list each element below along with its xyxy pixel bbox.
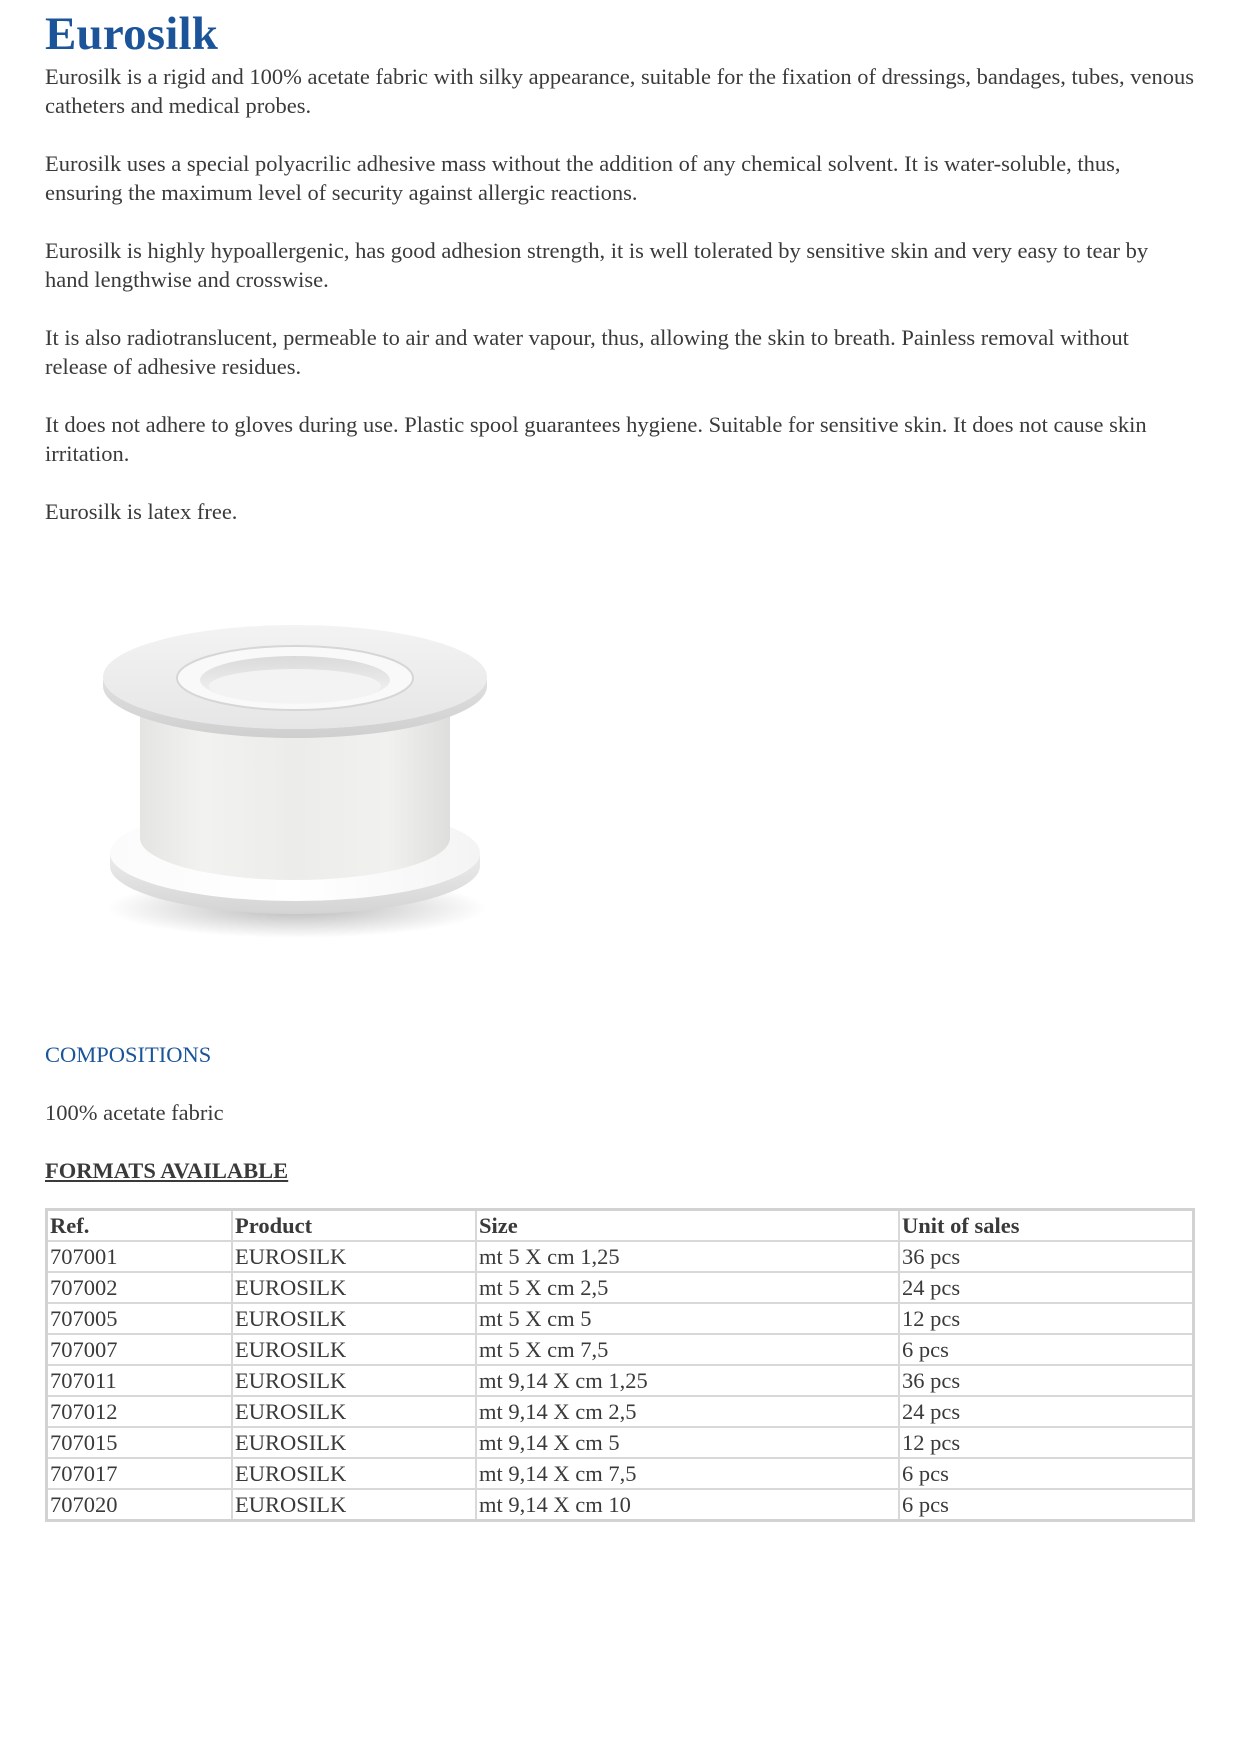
- formats-table: [45, 1208, 1195, 1522]
- size-cell: mt 5 X cm 7,5: [476, 1334, 899, 1365]
- product-cell: EUROSILK: [232, 1489, 476, 1521]
- tape-spool-illustration: [65, 620, 525, 940]
- table-header-row: [47, 1210, 1194, 1242]
- product-cell: EUROSILK: [232, 1427, 476, 1458]
- unit-cell: 6 pcs: [899, 1334, 1194, 1365]
- product-cell: EUROSILK: [232, 1241, 476, 1272]
- size-cell: mt 9,14 X cm 10: [476, 1489, 899, 1521]
- table-row: [47, 1272, 1194, 1303]
- product-cell: EUROSILK: [232, 1365, 476, 1396]
- product-cell: EUROSILK: [232, 1303, 476, 1334]
- description-paragraph: Eurosilk is a rigid and 100% acetate fabric with silky appearance, suitable for the fixation of dressings, bandages, tubes, venous catheters and medical probes.: [45, 64, 1195, 118]
- product-cell: EUROSILK: [232, 1396, 476, 1427]
- ref-cell: 707020: [47, 1489, 233, 1521]
- product-cell: EUROSILK: [232, 1334, 476, 1365]
- compositions-heading: COMPOSITIONS: [45, 1042, 212, 1067]
- unit-cell: 36 pcs: [899, 1241, 1194, 1272]
- table-row: [47, 1365, 1194, 1396]
- description-paragraph: Eurosilk is highly hypoallergenic, has good adhesion strength, it is well tolerated by sensitive skin and very easy to tear by hand lengthwise and crosswise.: [45, 238, 1149, 292]
- formats-table-body: [47, 1241, 1194, 1521]
- unit-cell: 24 pcs: [899, 1396, 1194, 1427]
- ref-cell: 707005: [47, 1303, 233, 1334]
- unit-cell: 12 pcs: [899, 1303, 1194, 1334]
- size-cell: mt 9,14 X cm 2,5: [476, 1396, 899, 1427]
- ref-cell: 707007: [47, 1334, 233, 1365]
- description-paragraph: It is also radiotranslucent, permeable to air and water vapour, thus, allowing the skin to breath. Painless removal without release of adhesive residues.: [45, 325, 1129, 379]
- ref-cell: 707012: [47, 1396, 233, 1427]
- description: [45, 62, 1195, 526]
- ref-cell: 707017: [47, 1458, 233, 1489]
- column-header-product: Product: [232, 1210, 476, 1242]
- ref-cell: 707001: [47, 1241, 233, 1272]
- ref-cell: 707011: [47, 1365, 233, 1396]
- unit-cell: 12 pcs: [899, 1427, 1194, 1458]
- column-header-ref: Ref.: [47, 1210, 233, 1242]
- product-cell: EUROSILK: [232, 1272, 476, 1303]
- description-paragraph: Eurosilk uses a special polyacrilic adhesive mass without the addition of any chemical solvent. It is water-soluble, thus, ensuring the maximum level of security against allergic reactions.: [45, 151, 1121, 205]
- size-cell: mt 5 X cm 2,5: [476, 1272, 899, 1303]
- ref-cell: 707002: [47, 1272, 233, 1303]
- table-row: [47, 1334, 1194, 1365]
- size-cell: mt 9,14 X cm 5: [476, 1427, 899, 1458]
- table-row: [47, 1427, 1194, 1458]
- formats-heading: FORMATS AVAILABLE: [45, 1158, 289, 1183]
- description-paragraph: It does not adhere to gloves during use. Plastic spool guarantees hygiene. Suitable for sensitive skin. It does not cause skin irritation.: [45, 412, 1147, 466]
- unit-cell: 36 pcs: [899, 1365, 1194, 1396]
- composition-text: 100% acetate fabric: [45, 1100, 224, 1125]
- size-cell: mt 5 X cm 1,25: [476, 1241, 899, 1272]
- unit-cell: 6 pcs: [899, 1458, 1194, 1489]
- product-cell: EUROSILK: [232, 1458, 476, 1489]
- size-cell: mt 9,14 X cm 7,5: [476, 1458, 899, 1489]
- size-cell: mt 5 X cm 5: [476, 1303, 899, 1334]
- description-paragraph: Eurosilk is latex free.: [45, 499, 238, 524]
- table-row: [47, 1489, 1194, 1521]
- product-sheet: [45, 0, 1195, 1517]
- column-header-unit: Unit of sales: [899, 1210, 1194, 1242]
- product-image: [65, 620, 525, 940]
- size-cell: mt 9,14 X cm 1,25: [476, 1365, 899, 1396]
- center-hole-floor: [209, 669, 381, 703]
- table-row: [47, 1396, 1194, 1427]
- column-header-size: Size: [476, 1210, 899, 1242]
- table-row: [47, 1303, 1194, 1334]
- unit-cell: 24 pcs: [899, 1272, 1194, 1303]
- unit-cell: 6 pcs: [899, 1489, 1194, 1521]
- ref-cell: 707015: [47, 1427, 233, 1458]
- page-title: Eurosilk: [45, 8, 219, 60]
- table-row: [47, 1241, 1194, 1272]
- table-row: [47, 1458, 1194, 1489]
